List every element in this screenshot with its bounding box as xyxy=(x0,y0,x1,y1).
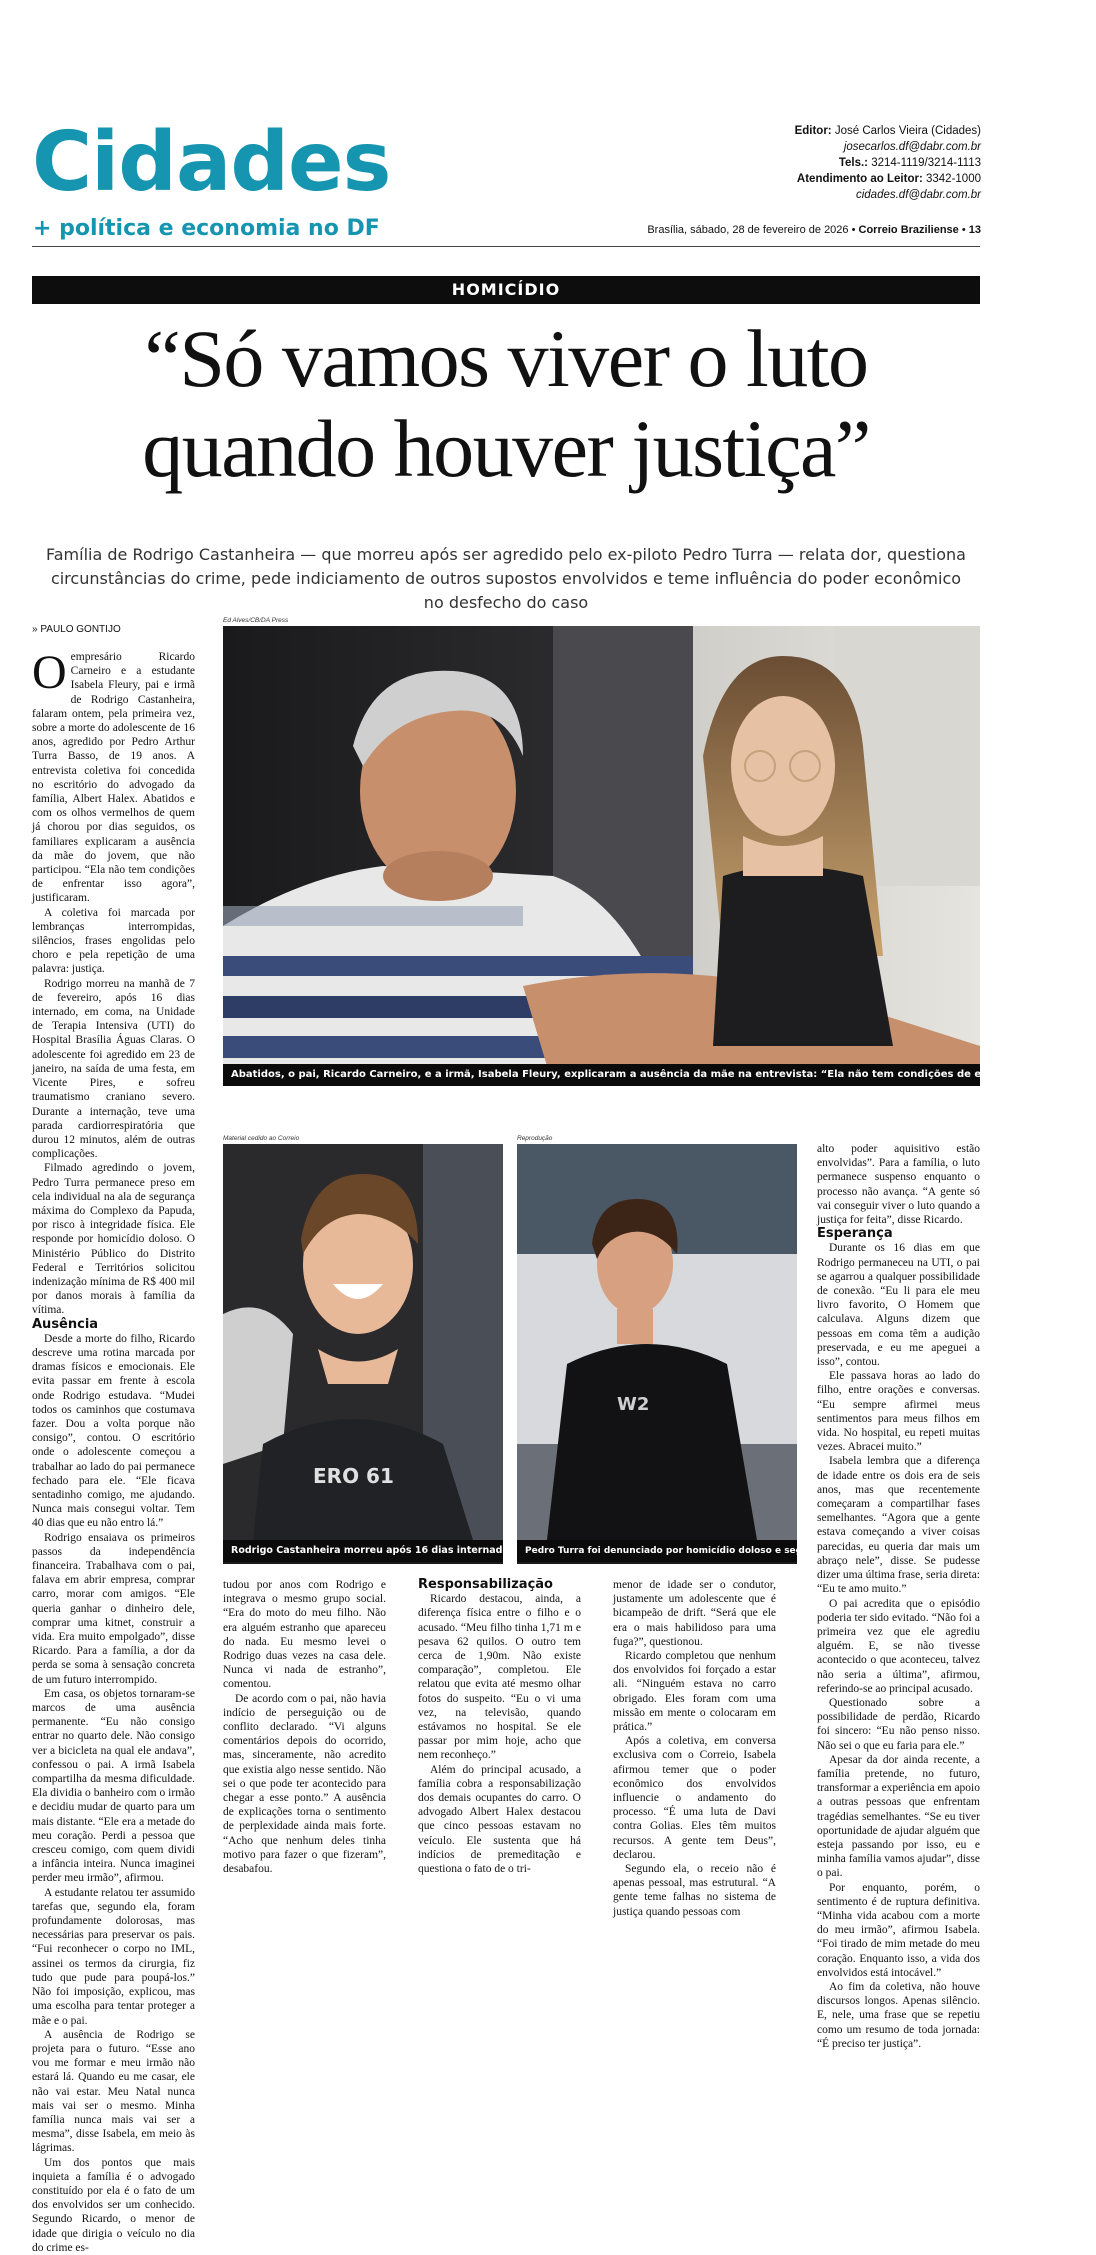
main-photo xyxy=(223,626,1096,1086)
editor-contact xyxy=(721,123,981,203)
support-number: 3342-1000 xyxy=(926,173,981,185)
editor-email[interactable]: josecarlos.df@dabr.com.br xyxy=(843,141,981,153)
paragraph: Por enquanto, porém, o sentimento é de ruptura definitiva. “Minha vida acabou com a morte do meu irmão”, afirmou Isabela. “Foi tirado de mim metade do meu coração. Enquanto isso, a vida dos envolvidos está intocável.” xyxy=(817,1881,980,1979)
rodrigo-photo xyxy=(223,1144,509,1564)
paragraph: A coletiva foi marcada por lembranças interrompidas, silêncios, frases engolidas pelo choro e pela repetição de uma palavra: justiça. xyxy=(32,906,195,976)
paragraph: Segundo ela, o receio não é apenas pessoal, mas estrutural. “A gente teme falhas no sistema de justiça quando pessoas com xyxy=(613,1863,776,1918)
masthead-rule xyxy=(32,246,980,247)
page-number: 13 xyxy=(968,224,981,236)
paragraph: tudou por anos com Rodrigo e integrava o mesmo grupo social. “Era do moto do meu filho. Não era alguém estranho que apareceu do nada. Eu mesmo levei o Rodrigo duas vezes na casa dele. Nunca vi nada de estranho”, comentou. xyxy=(223,1579,386,1691)
pedro-photo-image xyxy=(517,1144,797,1540)
subhead-ausencia: Ausência xyxy=(32,1316,99,1332)
paragraph: Ao fim da coletiva, não houve discursos longos. Apenas silêncio. E, nele, uma frase que se repetiu como um resumo de toda jornada: “É preciso ter justiça”. xyxy=(817,1980,980,2050)
subhead-responsabilizacao: Responsabilização xyxy=(418,1577,553,1592)
rodrigo-photo-credit: Material cedido ao Correio xyxy=(223,1135,300,1142)
date: Brasília, sábado, 28 de fevereiro de 2026 xyxy=(647,224,849,236)
paragraph: Ricardo destacou, ainda, a diferença física entre o filho e o acusado. “Meu filho tinha 1,71 m e pesava 62 quilos. O outro tem cerca de 1,90m. Não existe comparação”, completou. Ele relatou que evita até mesmo olhar fotos do suspeito. “Eu o vi uma vez, na televisão, quando estávamos no hospital. Se ele passar por mim hoje, acho que nem reconheço.” xyxy=(418,1593,581,1762)
headline-line-1: “Só vamos viver o luto xyxy=(144,313,868,404)
paragraph: alto poder aquisitivo estão envolvidas”. Para a família, o luto permanece suspenso enquanto o processo não avança. “A gente só vai conseguir viver o luto quando a justiça for feita”, disse Ricardo. xyxy=(817,1143,980,1227)
pedro-photo xyxy=(517,1144,847,1564)
editor-label: Editor: xyxy=(794,125,832,137)
paragraph: Além do principal acusado, a família cobra a responsabilização dos demais ocupantes do carro. O advogado Albert Halex destacou que cinco pessoas estavam no veículo. Ele sustenta que há indícios de premeditação e questiona o fato de o tri- xyxy=(418,1763,581,1876)
paragraph: Oempresário Ricardo Carneiro e a estudante Isabela Fleury, pai e irmã de Rodrigo Castanheira, falaram ontem, pela primeira vez, sobre a morte do adolescente de 16 anos, agredido por Pedro Arthur Turra Basso, de 19 anos. A entrevista coletiva foi concedida no escritório do advogado da família, Albert Halex. Abatidos e com os olhos vermelhos de quem já chorou por dias seguidos, os familiares explicaram a ausência da mãe do jovem, que não participou. “Ela não tem condições de enfrentar isso agora”, justificaram. xyxy=(32,646,195,905)
paragraph: Ele passava horas ao lado do filho, entre orações e conversas. “Eu sempre afirmei meus sentimentos para meus filhos em vida. No hospital, eu repeti muitas vezes. Abracei muito.” xyxy=(817,1370,980,1454)
paragraph: Rodrigo morreu na manhã de 7 de fevereiro, após 16 dias internado, em coma, na Unidade de Terapia Intensiva (UTI) do Hospital Brasília Águas Claras. O adolescente foi agredido em 23 de janeiro, na saída de uma festa, em Vicente Pires, e sofreu traumatismo craniano severo. Durante a internação, teve uma parada cardiorrespiratória que durou 12 minutos, além de outras complicações. xyxy=(32,977,195,1161)
text-column-3 xyxy=(418,1578,581,1878)
main-photo-image xyxy=(223,626,980,1086)
paragraph: A ausência de Rodrigo se projeta para o futuro. “Esse ano vou me formar e meu irmão não estará lá. Quando eu me casar, ele não vai estar. Meu Natal nunca mais vai ser o mesmo. Minha família nunca mais vai ser a mesma”, disse Isabela, em meio às lágrimas. xyxy=(32,2028,195,2155)
paragraph: Rodrigo ensaiava os primeiros passos da independência financeira. Trabalhava com o pai, falava em abrir empresa, comprar carro, morar com amigos. “Ele queria ganhar o dinheiro dele, comprar uma kitnet, construir a vida. Era muito empolgado”, disse Ricardo. Para a família, a dor da perda se soma à sensação concreta de um futuro interrompido. xyxy=(32,1531,195,1686)
section-subtitle: + política e economia no DF xyxy=(33,216,380,241)
text-column-2 xyxy=(223,1578,386,1878)
support-label: Atendimento ao Leitor: xyxy=(796,173,923,185)
paragraph: Questionado sobre a possibilidade de perdão, Ricardo foi sincero: “Eu não penso nisso. Não sei o que eu faria para ele.” xyxy=(817,1696,980,1752)
pedro-photo-credit: Reprodução xyxy=(517,1135,553,1142)
text-column-1 xyxy=(32,646,195,2254)
kicker-bar: HOMICÍDIO xyxy=(32,276,980,304)
rodrigo-photo-caption: Rodrigo Castanheira morreu após 16 dias internado xyxy=(223,1540,503,1562)
paragraph: Um dos pontos que mais inquieta a família é o advogado constituído por ela é o fato de um dos envolvidos ser um conhecido. Segundo Ricardo, o menor de idade que dirigia o veículo no dia do crime es- xyxy=(32,2156,195,2254)
paragraph: De acordo com o pai, não havia indício de perseguição ou de conflito declarado. “Vi alguns comentários depois do ocorrido, mas, sinceramente, não acredito que existia algo nesse sentido. Não sei o que pode ter acontecido para chegar a esse ponto.” A ausência de explicações torna o sentimento de perplexidade ainda mais forte. “Acho que nenhum deles tinha motivo para fazer o que fizeram”, desabafou. xyxy=(223,1692,386,1876)
main-photo-credit: Ed Alves/CB/DA Press xyxy=(223,617,289,624)
byline: » PAULO GONTIJO xyxy=(32,624,121,635)
paragraph: Após a coletiva, em conversa exclusiva com o Correio, Isabela afirmou temer que o poder econômico dos envolvidos influencie o andamento do processo. “É uma luta de Davi contra Golias. Eles têm muitos recursos. A gente tem Deus”, declarou. xyxy=(613,1735,776,1861)
paper-name: Correio Braziliense xyxy=(858,224,959,236)
paragraph: Filmado agredindo o jovem, Pedro Turra permanece preso em cela individual na ala de segurança máxima do Complexo da Papuda, por risco à integridade física. Ele responde por homicídio doloso. O Ministério Público do Distrito Federal e Territórios solicitou indenização mínima de R$ 400 mil por danos morais à família da vítima. xyxy=(32,1162,195,1317)
paragraph: Desde a morte do filho, Ricardo descreve uma rotina marcada por dramas físicos e emocionais. Ele evita passar em frente à escola onde Rodrigo estudava. “Mudei todos os caminhos que costumava fazer. Dou a volta porque não consigo”, contou. O escritório onde o adolescente começou a trabalhar ao lado do pai permanece fechado para ele. “Ele ficava sentadinho comigo, me ajudando. Nunca mais consegui voltar. Tem 40 dias que eu não entro lá.” xyxy=(32,1332,195,1530)
pedro-photo-caption: Pedro Turra foi denunciado por homicídio doloso e segue preso xyxy=(517,1540,797,1562)
paragraph: Isabela lembra que a diferença de idade entre os dois era de seis anos, mas que recentemente começaram a compartilhar fases semelhantes. “Agora que a gente estava começando a viver coisas parecidas, eu queria dar mais um abraço nele”, disse. Se pudesse dizer uma última frase, seria direta: “Eu te amo muito.” xyxy=(817,1455,980,1596)
subhead-esperanca: Esperança xyxy=(817,1226,893,1242)
section-title: Cidades xyxy=(32,115,391,210)
paragraph: Em casa, os objetos tornaram-se marcos de uma ausência permanente. “Eu não consigo entrar no quarto dele. Não consigo ver a bicicleta na qual ele andava”, confessou o pai. A irmã Isabela compartilha da mesma dificuldade. Ela dividia o banheiro com o irmão e decidiu mudar de quarto para um mais distante. “Ele era a metade do meu coração. Perdi a pessoa que cresceu comigo, com quem dividi a infância inteira. Nunca imaginei perder meu irmão”, afirmou. xyxy=(32,1687,195,1885)
paragraph: A estudante relatou ter assumido tarefas que, segundo ela, foram profundamente dolorosas, mas necessárias para preservar os pais. “Fui reconhecer o corpo no IML, assinei os termos da cirurgia, fiz tudo que pude para poupá-los.” Não foi imposição, explicou, mas uma escolha para tentar proteger a mãe e o pai. xyxy=(32,1886,195,2027)
text-column-5 xyxy=(817,1142,980,2050)
paragraph: O pai acredita que o episódio poderia ter sido evitado. “Não foi a primeira vez que ele agrediu alguém. E, se não tivesse acontecido o que aconteceu, talvez não seria a última”, afirmou, referindo-se ao principal acusado. xyxy=(817,1597,980,1695)
pedro-shirt-text: W2 xyxy=(617,1394,650,1415)
headline xyxy=(32,314,980,494)
dateline: Brasília, sábado, 28 de fevereiro de 2026 • Correio Braziliense • 13 xyxy=(647,224,981,236)
editor-name: José Carlos Vieira (Cidades) xyxy=(834,125,981,137)
paragraph: Durante os 16 dias em que Rodrigo permaneceu na UTI, o pai se agarrou a qualquer possibilidade de conexão. “Eu li para ele meu livro favorito, O Homem que calculava. Alguns dizem que pessoas em coma têm a audição preservada, e eu me apeguei a isso”, contou. xyxy=(817,1242,980,1369)
tel-label: Tels.: xyxy=(838,157,869,169)
paragraph: menor de idade ser o condutor, justamente um adolescente que é bicampeão de drift. “Será que ele era o mais habilidoso para uma fuga?”, questionou. xyxy=(613,1579,776,1648)
paragraph: Apesar da dor ainda recente, a família pretende, no futuro, transformar a experiência em apoio a outras pessoas que enfrentam tragédias semelhantes. “Se eu tiver oportunidade de ajudar alguém que esteja passando por isso, eu e minha família vamos ajudar”, disse o pai. xyxy=(817,1753,980,1880)
paragraph: Ricardo completou que nenhum dos envolvidos foi forçado a estar ali. “Ninguém estava no carro obrigado. Eles foram com uma missão em mente o colocaram em prática.” xyxy=(613,1650,776,1734)
main-photo-caption: Abatidos, o pai, Ricardo Carneiro, e a irmã, Isabela Fleury, explicaram a ausência da mãe na entrevista: “Ela não tem condições de enfrentar isso agora” xyxy=(223,1064,980,1086)
dropcap: O xyxy=(32,646,67,699)
text-column-4 xyxy=(613,1578,776,1918)
headline-line-2: quando houver justiça” xyxy=(142,403,870,494)
rodrigo-shirt-text: ERO 61 xyxy=(313,1464,394,1488)
support-email[interactable]: cidades.df@dabr.com.br xyxy=(855,189,981,201)
standfirst: Família de Rodrigo Castanheira — que morreu após ser agredido pelo ex-piloto Pedro Turra — relata dor, questiona circunstâncias do crime, pede indiciamento de outros supostos envolvidos e teme influência do poder econômico no desfecho do caso xyxy=(46,545,966,612)
tel-number: 3214-1119/3214-1113 xyxy=(871,157,981,169)
